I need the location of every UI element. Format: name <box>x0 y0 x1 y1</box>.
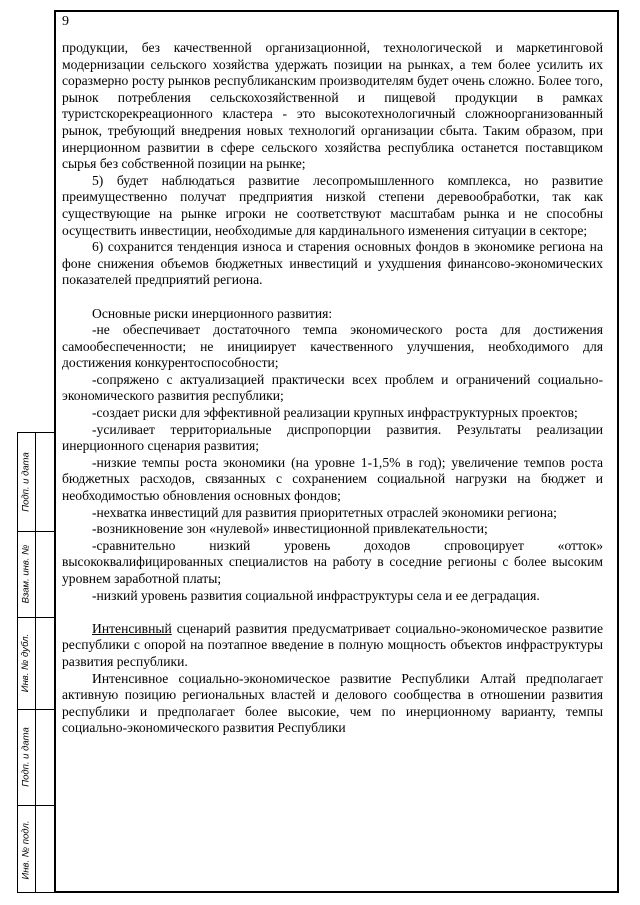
risk-item: -сопряжено с актуализацией практически всех проблем и ограничений социально-экономического развития республики; <box>62 371 603 404</box>
risk-item: -создает риски для эффективной реализации крупных инфраструктурных проектов; <box>92 405 578 421</box>
document-body <box>62 40 603 737</box>
paragraph-text: сценарий развития предусматривает социально-экономическое развитие республики с опорой на поэтапное введение в полную мощность объектов инфраструктуры развития республики. <box>62 620 603 669</box>
stamp-label: Инв. № дубл. <box>20 633 32 693</box>
risk-item: -низкий уровень развития социальной инфраструктуры села и ее деградация. <box>92 587 540 603</box>
intensive-term: Интенсивный <box>92 620 172 636</box>
stamp-label: Подп. и дата <box>20 452 32 512</box>
paragraph: 6) сохранится тенденция износа и старения основных фондов в экономике региона на фоне снижения объемов бюджетных инвестиций и ухудшения финансово-экономических показателей предприятий региона. <box>62 239 603 288</box>
paragraph: продукции, без качественной организационной, технологической и маркетинговой модернизации сельского хозяйства удержать позиции на рынках, а тем более усилить их соразмерно росту рынков республиканским производителям будет очень сложно. Более того, рынок потребления сельскохозяйственной и пищевой продукции в рамках туристскорекреационного кластера - это высокотехнологичный сложноорганизованный рынок, требующий внедрения новых технологий организации сбыта. Таким образом, при инерционном развитии в сфере сельского хозяйства республика останется поставщиком сырья без собственной позиции на рынке; <box>62 40 603 172</box>
stamp-label: Взам. инв. № <box>20 544 32 604</box>
paragraph: 5) будет наблюдаться развитие лесопромышленного комплекса, но развитие преимущественно получат предприятия низкой степени деревообработки, так как существующие на рынке игроки не соответствуют масштабам рынка и не способны осуществить инвестиции, необходимые для кардинального изменения ситуации в секторе; <box>62 172 603 238</box>
risk-item: -усиливает территориальные диспропорции развития. Результаты реализации инерционного сценария развития; <box>62 421 603 454</box>
paragraph: Интенсивное социально-экономическое развитие Республики Алтай предполагает активную позицию региональных властей и делового сообщества в отношении развития республики и предполагает более высокие, чем по инерционному варианту, темпы социально-экономического развития Республики <box>62 670 603 736</box>
paragraph <box>62 621 603 671</box>
stamp-label: Инв. № подл. <box>20 820 32 879</box>
risk-item: -возникновение зон «нулевой» инвестиционной привлекательности; <box>92 521 488 537</box>
page-number: 9 <box>62 14 69 29</box>
risk-item: -нехватка инвестиций для развития приоритетных отраслей экономики региона; <box>92 504 557 520</box>
risk-item: -сравнительно низкий уровень доходов спровоцирует «отток» высококвалифицированных специалистов на работу в соседние регионы с более высоким уровнем заработной платы; <box>62 537 603 586</box>
risk-item: -низкие темпы роста экономики (на уровне 1-1,5% в год); увеличение темпов роста бюджетных расходов, связанных с сохранением социальной нагрузки на бюджет и необходимостью обновления основных фондов; <box>62 454 603 504</box>
side-stamp <box>17 432 54 893</box>
stamp-label: Подп. и дата <box>20 727 32 787</box>
blank-line <box>62 604 603 621</box>
risks-heading: Основные риски инерционного развития: <box>92 305 333 321</box>
blank-line <box>62 289 603 306</box>
stamp-column-divider <box>35 433 36 892</box>
risk-item: -не обеспечивает достаточного темпа экономического роста для достижения самообеспеченности; не инициирует качественного улучшения, необходимого для достижения конкурентоспособности; <box>62 322 603 371</box>
